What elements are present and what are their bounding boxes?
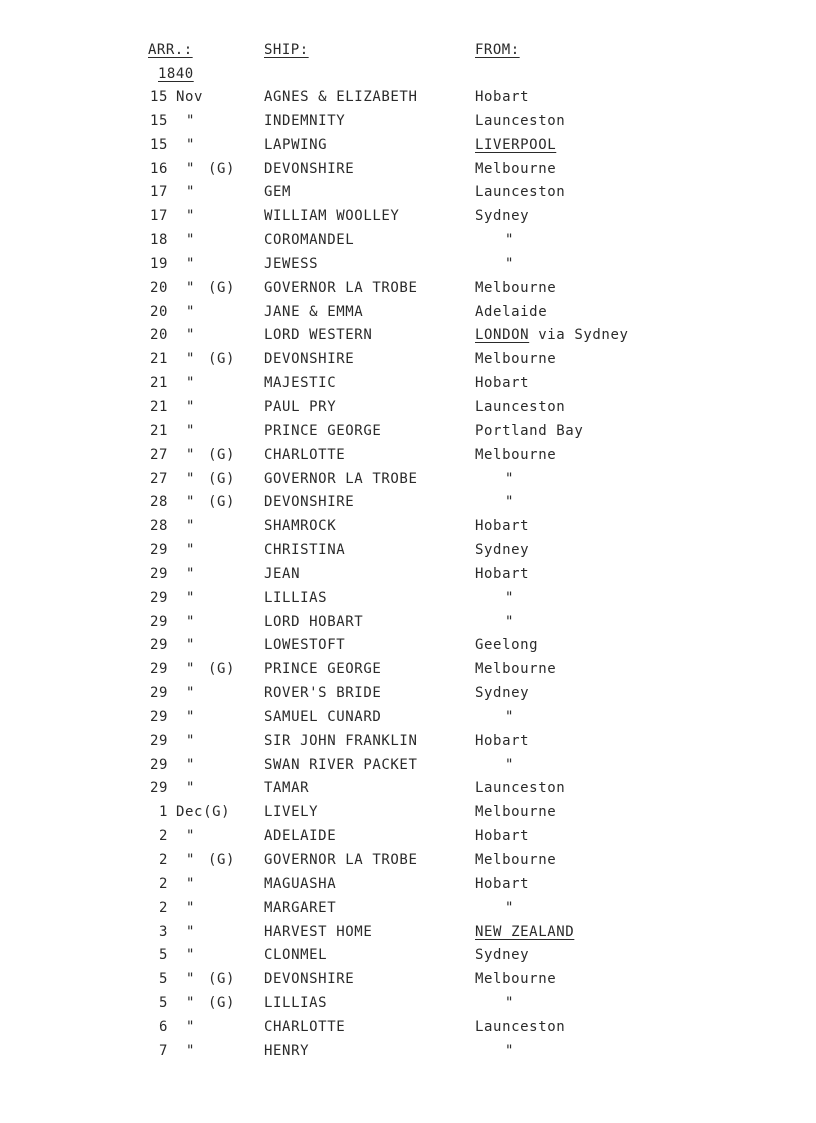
arrival-row [0,470,816,494]
arrival-row [0,1042,816,1066]
origin-port [475,351,556,367]
origin-port-name: " [505,899,515,916]
origin-port [475,208,529,224]
arrival-month: " [186,708,196,725]
arrival-month: " [186,661,196,678]
arrival-row [0,708,816,732]
arrival-row [0,255,816,279]
arrival-row [0,732,816,756]
arrival-row [0,779,816,803]
origin-port [475,661,556,677]
arrival-day: 15 [149,136,168,153]
arrival-month: " [186,351,196,368]
arrival-row [0,994,816,1018]
origin-port [505,995,514,1011]
arrival-day: 29 [149,613,168,630]
arrival-g-marker: (G) [208,351,236,368]
ship-name: MAGUASHA [264,875,337,892]
origin-port-name: LIVERPOOL [475,136,557,153]
ship-name: LIVELY [264,804,319,821]
arrival-row [0,326,816,350]
origin-port [475,780,565,796]
origin-port-name: Hobart [475,732,530,749]
arrivals-list [0,88,816,1066]
origin-port [475,1019,565,1035]
arrival-row [0,756,816,780]
arrival-row [0,803,816,827]
header-from: FROM: [475,42,520,58]
origin-port [475,947,529,963]
arrival-row [0,446,816,470]
origin-port [475,137,556,153]
origin-port-name: Launceston [475,1018,566,1035]
origin-port-name: Hobart [475,565,530,582]
arrival-day: 27 [149,446,168,463]
origin-port-name: " [505,589,515,606]
arrival-day: 28 [149,518,168,535]
ship-name: CLONMEL [264,947,328,964]
arrival-row [0,613,816,637]
year-heading: 1840 [158,66,194,82]
arrival-row [0,183,816,207]
ship-name: ADELAIDE [264,828,337,845]
arrival-g-marker: (G) [208,661,236,678]
arrival-day: 29 [149,661,168,678]
arrival-month: " [186,422,196,439]
arrival-day: 29 [149,756,168,773]
ship-name: AGNES & ELIZABETH [264,89,418,105]
origin-port [505,590,514,606]
arrival-day: 21 [149,398,168,415]
ship-name: DEVONSHIRE [264,351,355,368]
origin-port-name: " [505,708,515,725]
arrival-day: 29 [149,637,168,654]
origin-port-name: Sydney [475,947,530,964]
arrival-month: " [186,112,196,129]
origin-port-name: Melbourne [475,160,557,177]
arrival-month: " [186,208,196,225]
origin-port [475,518,529,534]
arrival-day: 21 [149,422,168,439]
arrival-month: " [186,1042,196,1059]
origin-port [475,637,538,653]
origin-port-name: Launceston [475,780,566,797]
arrival-month: " [186,923,196,940]
ship-name: LOWESTOFT [264,637,346,654]
ship-name: PAUL PRY [264,398,337,415]
arrival-month: " [186,613,196,630]
ship-name: SHAMROCK [264,518,337,535]
origin-port [505,709,514,725]
arrival-g-marker: (G) [208,279,236,296]
arrival-month: " [186,1018,196,1035]
arrival-day: 17 [149,184,168,201]
arrival-row [0,946,816,970]
arrival-row [0,970,816,994]
ship-name: SIR JOHN FRANKLIN [264,732,418,749]
arrival-row [0,660,816,684]
origin-port-name: Sydney [475,208,530,225]
column-header-row [0,42,816,64]
ship-name: LORD WESTERN [264,327,373,344]
arrival-row [0,88,816,112]
origin-port-name: " [505,255,515,272]
arrival-month: " [186,542,196,559]
arrival-day: 5 [158,971,168,988]
origin-port-name: Melbourne [475,661,557,678]
ship-name: LAPWING [264,136,328,153]
arrival-row [0,207,816,231]
arrival-month: " [186,398,196,415]
arrival-g-marker: (G) [208,470,236,487]
arrival-g-marker: (G) [208,995,236,1012]
origin-port-suffix: via Sydney [529,327,629,344]
origin-port [505,900,514,916]
ship-name: SWAN RIVER PACKET [264,756,418,773]
arrival-month: " [186,232,196,249]
arrival-month: " [186,446,196,463]
arrival-month: " [186,160,196,177]
arrival-row [0,160,816,184]
arrival-month: " [186,875,196,892]
origin-port [475,876,529,892]
origin-port [505,757,514,773]
origin-port [475,447,556,463]
arrival-g-marker: (G) [208,971,236,988]
arrival-month: " [186,255,196,272]
arrival-day: 3 [158,923,168,940]
origin-port-name: " [505,1042,515,1059]
arrival-row [0,398,816,422]
arrival-month: Nov [176,89,204,105]
ship-name: WILLIAM WOOLLEY [264,208,400,225]
arrival-day: 29 [149,780,168,797]
origin-port-name: Melbourne [475,446,557,463]
origin-port [475,304,547,320]
arrival-day: 2 [158,875,168,892]
arrival-day: 29 [149,589,168,606]
ship-name: HARVEST HOME [264,923,373,940]
origin-port [505,614,514,630]
arrival-day: 2 [158,828,168,845]
origin-port-name: " [505,470,515,487]
origin-port [505,1043,514,1059]
arrival-row [0,493,816,517]
origin-port [475,852,556,868]
ship-name: PRINCE GEORGE [264,661,382,678]
arrival-day: 18 [149,232,168,249]
arrival-month: " [186,852,196,868]
arrival-month: " [186,828,196,845]
header-arrival: ARR.: [148,42,193,58]
arrival-day: 28 [149,494,168,511]
origin-port-name: Hobart [475,875,530,892]
origin-port-name: Melbourne [475,804,557,821]
ship-name: LORD HOBART [264,613,364,630]
ship-name: COROMANDEL [264,232,355,249]
arrival-day: 2 [158,899,168,916]
arrival-day: 29 [149,708,168,725]
ship-name: SAMUEL CUNARD [264,708,382,725]
arrival-day: 21 [149,375,168,392]
arrival-row [0,231,816,255]
origin-port-name: LONDON [475,327,530,344]
ship-name: LILLIAS [264,589,328,606]
arrival-day: 20 [149,327,168,344]
arrival-row [0,112,816,136]
arrival-row [0,589,816,613]
origin-port-name: " [505,613,515,630]
arrival-month: " [186,995,196,1012]
origin-port [475,399,565,415]
arrival-row [0,899,816,923]
arrival-month: " [186,470,196,487]
origin-port-name: Melbourne [475,852,557,868]
arrival-month: " [186,303,196,320]
arrival-month: " [186,184,196,201]
arrival-month: " [186,565,196,582]
arrival-g-marker: (G) [208,160,236,177]
arrival-month: " [186,971,196,988]
origin-port-name: Hobart [475,375,530,392]
ship-name: TAMAR [264,780,310,797]
origin-port [475,733,529,749]
arrival-g-marker: (G) [208,446,236,463]
arrival-month: " [186,899,196,916]
ship-name: DEVONSHIRE [264,494,355,511]
ship-name: GOVERNOR LA TROBE [264,279,418,296]
arrival-g-marker: (G) [208,494,236,511]
ship-name: GEM [264,184,292,201]
ship-name: DEVONSHIRE [264,971,355,988]
origin-port-name: Launceston [475,112,566,129]
arrival-day: 20 [149,303,168,320]
origin-port [475,828,529,844]
origin-port-name: Geelong [475,637,539,654]
arrival-month: " [186,756,196,773]
origin-port-name: Launceston [475,184,566,201]
origin-port-name: Melbourne [475,279,557,296]
arrival-row [0,517,816,541]
origin-port [475,971,556,987]
origin-port [475,423,583,439]
arrival-month: " [186,780,196,797]
origin-port-name: Melbourne [475,351,557,368]
ship-name: ROVER'S BRIDE [264,685,382,702]
arrival-month: " [186,494,196,511]
origin-port [475,89,529,105]
ship-name: CHARLOTTE [264,1018,346,1035]
arrival-day: 20 [149,279,168,296]
arrival-day: 29 [149,685,168,702]
ship-name: GOVERNOR LA TROBE [264,852,418,868]
arrival-row [0,636,816,660]
ship-name: CHRISTINA [264,542,346,559]
ship-name: LILLIAS [264,995,328,1012]
origin-port [475,804,556,820]
origin-port-name: " [505,995,515,1012]
origin-port-name: NEW ZEALAND [475,923,575,940]
ship-name: MAJESTIC [264,375,337,392]
origin-port-name: Hobart [475,518,530,535]
arrival-day: 15 [149,89,168,105]
ship-name: JANE & EMMA [264,303,364,320]
origin-port [475,113,565,129]
origin-port [475,280,556,296]
origin-port [505,494,514,510]
origin-port [505,232,514,248]
origin-port-name: Adelaide [475,303,548,320]
arrival-day: 27 [149,470,168,487]
arrival-month: " [186,518,196,535]
origin-port [505,256,514,272]
origin-port [475,542,529,558]
arrival-day: 15 [149,112,168,129]
arrival-row [0,422,816,446]
ship-name: GOVERNOR LA TROBE [264,470,418,487]
arrival-month: " [186,685,196,702]
arrival-month: " [186,589,196,606]
origin-port [475,685,529,701]
ship-name: DEVONSHIRE [264,160,355,177]
origin-port-name: Hobart [475,828,530,845]
ship-name: JEAN [264,565,301,582]
origin-port-name: Sydney [475,685,530,702]
arrival-day: 2 [158,852,168,868]
arrival-day: 5 [158,947,168,964]
ship-name: PRINCE GEORGE [264,422,382,439]
origin-port-name: " [505,494,515,511]
arrival-month: Dec(G) [176,804,231,821]
arrival-day: 16 [149,160,168,177]
arrival-row [0,923,816,947]
arrival-row [0,565,816,589]
arrival-day: 6 [158,1018,168,1035]
origin-port [475,566,529,582]
arrival-month: " [186,375,196,392]
arrival-row [0,136,816,160]
arrival-month: " [186,732,196,749]
arrival-day: 29 [149,542,168,559]
arrival-month: " [186,637,196,654]
origin-port [475,161,556,177]
origin-port-name: Sydney [475,542,530,559]
arrival-day: 5 [158,995,168,1012]
ship-name: MARGARET [264,899,337,916]
origin-port-name: Portland Bay [475,422,584,439]
arrival-g-marker: (G) [208,852,236,868]
ship-name: JEWESS [264,255,319,272]
origin-port [475,375,529,391]
arrival-month: " [186,947,196,964]
origin-port-name: " [505,232,515,249]
header-ship: SHIP: [264,42,309,58]
arrival-row [0,684,816,708]
arrival-day: 19 [149,255,168,272]
arrival-row [0,303,816,327]
arrival-row [0,827,816,851]
arrival-row [0,851,816,875]
arrival-day: 1 [158,804,168,821]
arrival-row [0,279,816,303]
ship-name: HENRY [264,1042,310,1059]
arrival-row [0,350,816,374]
arrival-row [0,1018,816,1042]
origin-port [475,327,629,343]
arrival-day: 21 [149,351,168,368]
origin-port-name: Hobart [475,89,530,105]
origin-port-name: Launceston [475,398,566,415]
origin-port [505,471,514,487]
arrival-row [0,541,816,565]
arrival-day: 29 [149,732,168,749]
arrival-day: 7 [158,1042,168,1059]
arrival-row [0,374,816,398]
origin-port-name: Melbourne [475,971,557,988]
ship-name: CHARLOTTE [264,446,346,463]
arrival-row [0,875,816,899]
arrival-month: " [186,327,196,344]
arrival-month: " [186,136,196,153]
arrival-month: " [186,279,196,296]
arrival-day: 29 [149,565,168,582]
origin-port [475,924,574,940]
arrival-day: 17 [149,208,168,225]
origin-port-name: " [505,756,515,773]
origin-port [475,184,565,200]
ship-name: INDEMNITY [264,112,346,129]
